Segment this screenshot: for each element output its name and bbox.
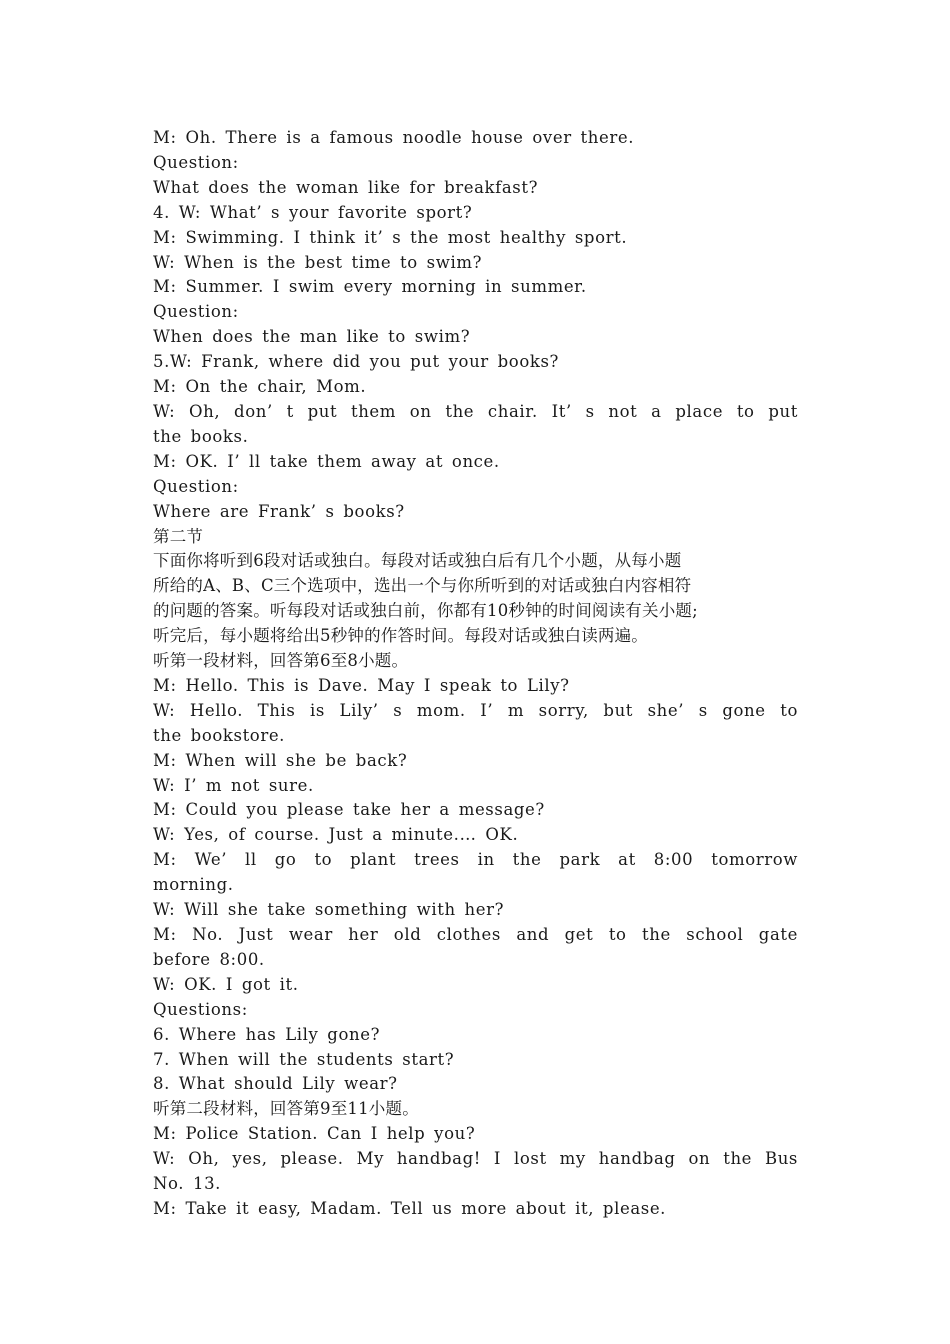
question-text: When does the man like to swim?: [153, 327, 471, 347]
dialogue-line: M: Could you please take her a message?: [153, 800, 545, 820]
dialogue-line: the bookstore.: [153, 725, 286, 745]
question-text: 8. What should Lily wear?: [153, 1074, 398, 1094]
question-label: Question:: [153, 476, 239, 496]
dialogue-line: W: When is the best time to swim?: [153, 252, 483, 272]
dialogue-line: M: We’ ll go to plant trees in the park at 8:00 tomorrow: [153, 850, 798, 870]
dialogue-line: M: Police Station. Can I help you?: [153, 1124, 476, 1144]
dialogue-line: morning.: [153, 875, 234, 895]
dialogue-line: 4. W: What’ s your favorite sport?: [153, 202, 473, 222]
instructions-line: 所给的A、B、C三个选项中，选出一个与你所听到的对话或独白内容相符: [153, 576, 692, 596]
question-text: Where are Frank’ s books?: [153, 501, 405, 521]
dialogue-line: M: Oh. There is a famous noodle house over there.: [153, 128, 635, 147]
dialogue-line: W: OK. I got it.: [153, 974, 299, 994]
material-heading: 听第一段材料，回答第6至8小题。: [153, 651, 409, 671]
question-text: 6. Where has Lily gone?: [153, 1024, 381, 1044]
instructions-line: 下面你将听到6段对话或独白。每段对话或独白后有几个小题，从每小题: [153, 551, 682, 571]
instructions-line: 听完后，每小题将给出5秒钟的作答时间。每段对话或独白读两遍。: [153, 626, 648, 646]
dialogue-line: W: I’ m not sure.: [153, 775, 314, 795]
dialogue-line: M: On the chair, Mom.: [153, 377, 367, 397]
dialogue-line: the books.: [153, 426, 249, 446]
instructions-line: 的问题的答案。听每段对话或独白前，你都有10秒钟的时间阅读有关小题;: [153, 601, 698, 621]
question-text: What does the woman like for breakfast?: [153, 177, 539, 197]
material-heading: 听第二段材料，回答第9至11小题。: [153, 1099, 419, 1119]
dialogue-line: M: Hello. This is Dave. May I speak to Lily?: [153, 675, 570, 695]
dialogue-line: M: Take it easy, Madam. Tell us more about it, please.: [153, 1198, 667, 1218]
dialogue-line: W: Yes, of course. Just a minute.… OK.: [153, 825, 519, 845]
question-label: Questions:: [153, 999, 248, 1019]
question-label: Question:: [153, 302, 239, 322]
dialogue-line: 5.W: Frank, where did you put your books?: [153, 352, 559, 372]
dialogue-line: M: No. Just wear her old clothes and get to the school gate: [153, 925, 798, 944]
dialogue-line: W: Hello. This is Lily’ s mom. I’ m sorry, but she’ s gone to: [153, 700, 798, 720]
dialogue-line: W: Oh, yes, please. My handbag! I lost my handbag on the Bus: [153, 1149, 798, 1169]
dialogue-line: before 8:00.: [153, 949, 265, 969]
document-page: [153, 126, 798, 1222]
dialogue-line: M: Swimming. I think it’ s the most healthy sport.: [153, 227, 628, 247]
question-text: 7. When will the students start?: [153, 1049, 455, 1069]
dialogue-line: M: When will she be back?: [153, 750, 408, 770]
section-heading: 第二节: [153, 526, 204, 546]
dialogue-line: No. 13.: [153, 1174, 222, 1194]
dialogue-line: M: Summer. I swim every morning in summer.: [153, 277, 587, 297]
dialogue-line: M: OK. I’ ll take them away at once.: [153, 451, 500, 471]
dialogue-line: W: Oh, don’ t put them on the chair. It’ s not a place to put: [153, 401, 798, 421]
question-label: Question:: [153, 152, 239, 172]
dialogue-line: W: Will she take something with her?: [153, 900, 505, 920]
